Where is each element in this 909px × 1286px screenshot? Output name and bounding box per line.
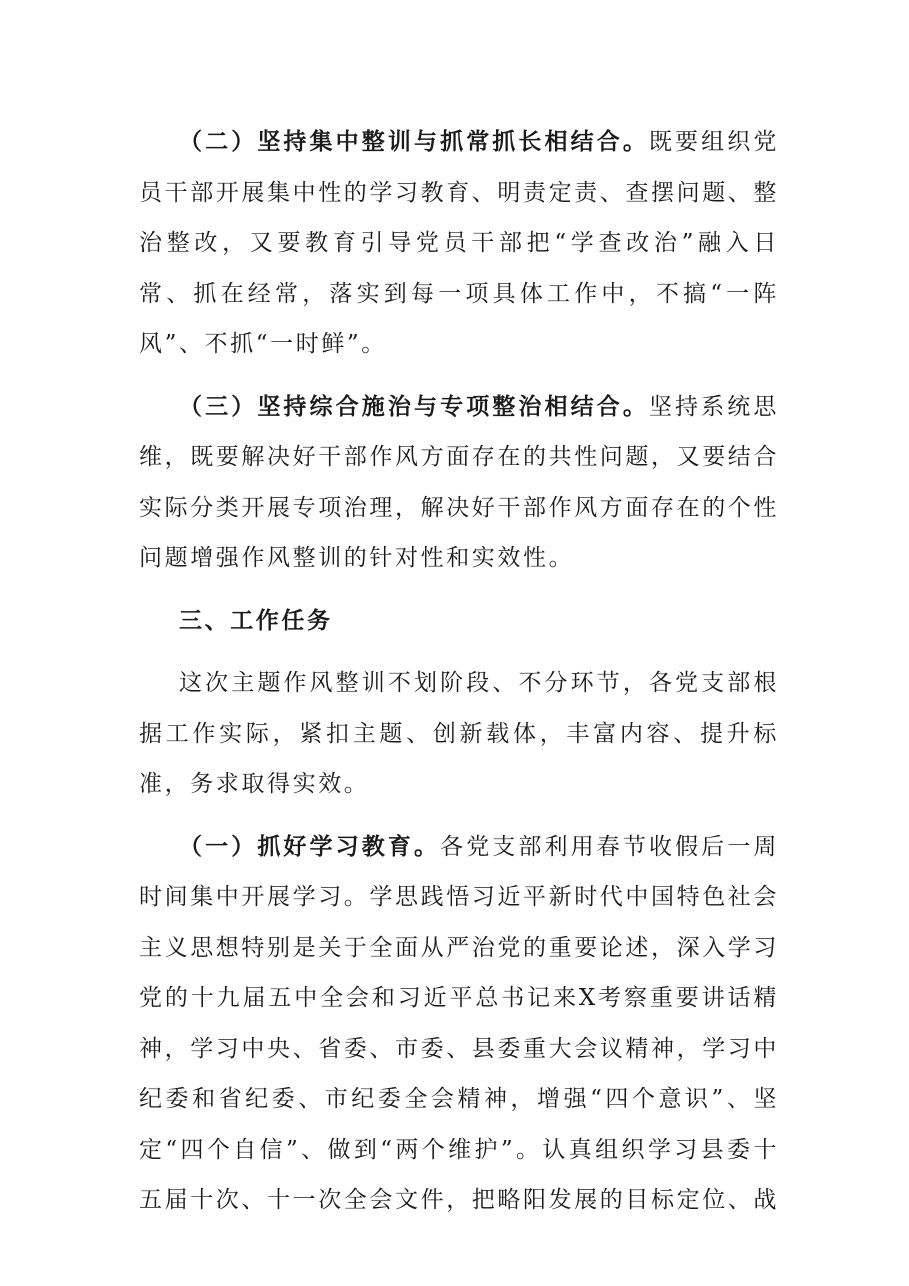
paragraph-text: 坚持系统思维，既要解决好干部作风方面存在的共性问题，又要结合实际分类开展专项治理，解决好干部作风方面存在的个性问题增强作风整训的针对性和实效性。: [139, 393, 779, 571]
paragraph-text: 既要组织党员干部开展集中性的学习教育、明责定责、查摆问题、整治整改，又要教育引导党员干部把“学查改治”融入日常、抓在经常，落实到每一项具体工作中，不搞“一阵风”、不抓“一时鲜”。: [139, 129, 779, 357]
paragraph-text: 各党支部利用春节收假后一周时间集中开展学习。学思践悟习近平新时代中国特色社会主义思想特别是关于全面从严治党的重要论述，深入学习党的十九届五中全会和习近平总书记来X考察重要讲话精神，学习中央、省委、市委、县委重大会议精神，学习中纪委和省纪委、市纪委全会精神，增强“四个意识”、坚定“四个自信”、做到“两个维护”。认真组织学习县委十五届十次、十一次全会文件，把略阳发展的目标定位、战: [139, 833, 779, 1213]
paragraph-lead: （三）坚持综合施治与专项整治相结合。: [179, 393, 649, 420]
paragraph-principle-2: [139, 117, 779, 370]
paragraph-text: 这次主题作风整训不划阶段、不分环节，各党支部根据工作实际，紧扣主题、创新载体，丰富内容、提升标准，务求取得实效。: [139, 670, 779, 797]
paragraph-tasks-intro: [139, 658, 779, 810]
paragraph-lead: （二）坚持集中整训与抓常抓长相结合。: [179, 129, 649, 155]
paragraph-principle-3: [139, 382, 779, 584]
paragraph-lead: （一）抓好学习教育。: [179, 833, 441, 860]
paragraph-task-1: [139, 822, 779, 1226]
section-heading-tasks: 三、工作任务: [179, 607, 333, 634]
document-body: [139, 117, 779, 1238]
